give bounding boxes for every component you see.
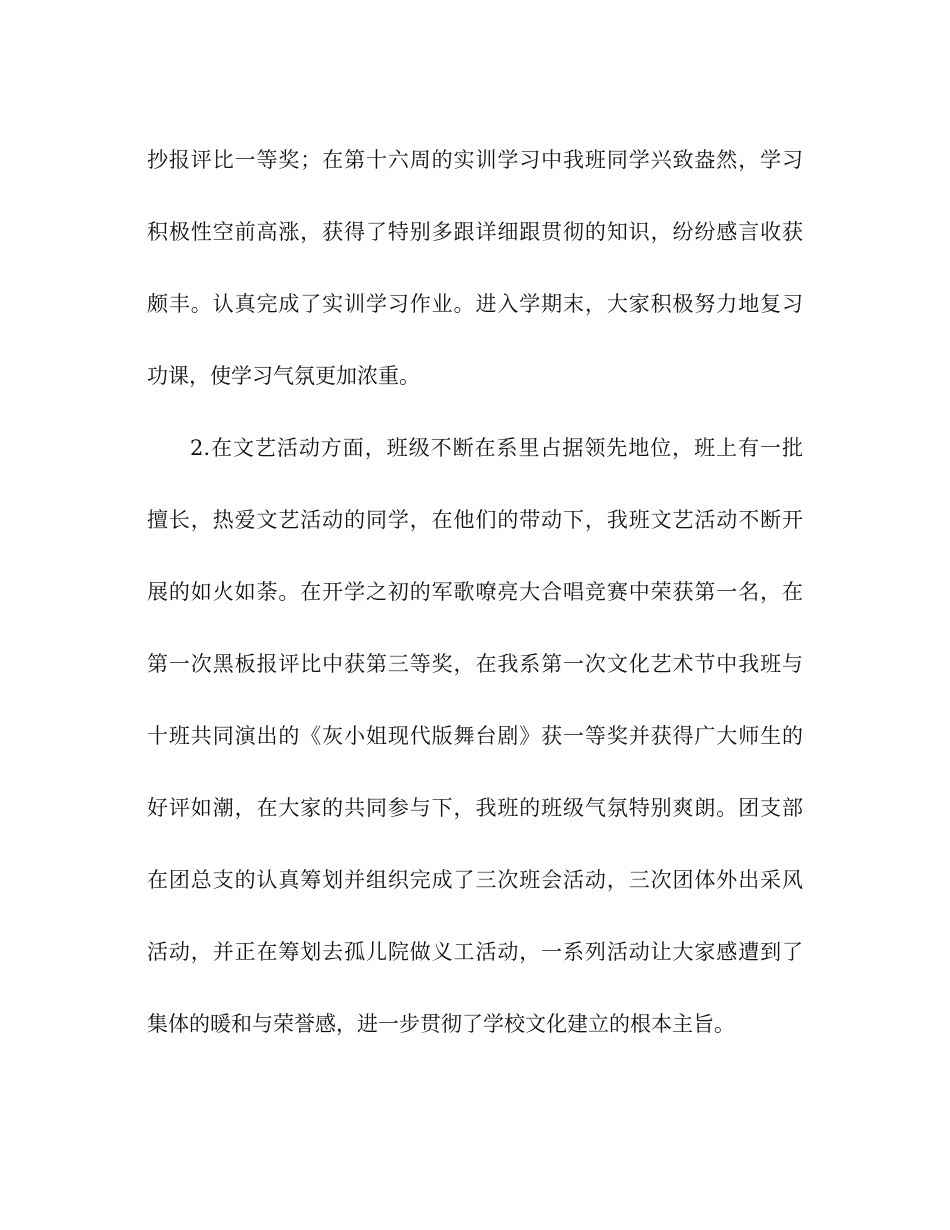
text-line-1: 抄报评比一等奖；在第十六周的实训学习中我班同学兴致盎然，学习 bbox=[147, 148, 803, 172]
text-line-10: 好评如潮，在大家的共同参与下，我班的班级气氛特别爽朗。团支部 bbox=[147, 796, 803, 820]
text-line-12: 活动，并正在筹划去孤儿院做义工活动，一系列活动让大家感遭到了 bbox=[147, 940, 803, 964]
text-line-5: 2.在文艺活动方面，班级不断在系里占据领先地位，班上有一批 bbox=[190, 436, 803, 460]
text-line-2: 积极性空前高涨，获得了特别多跟详细跟贯彻的知识，纷纷感言收获 bbox=[147, 220, 803, 244]
text-line-3: 颇丰。认真完成了实训学习作业。进入学期末，大家积极努力地复习 bbox=[147, 292, 803, 316]
text-line-11: 在团总支的认真筹划并组织完成了三次班会活动，三次团体外出采风 bbox=[147, 868, 803, 892]
text-line-7: 展的如火如荼。在开学之初的军歌嘹亮大合唱竞赛中荣获第一名，在 bbox=[147, 580, 803, 604]
text-line-9: 十班共同演出的《灰小姐现代版舞台剧》获一等奖并获得广大师生的 bbox=[147, 724, 803, 748]
text-line-13: 集体的暖和与荣誉感，进一步贯彻了学校文化建立的根本主旨。 bbox=[147, 1012, 735, 1036]
text-line-8: 第一次黑板报评比中获第三等奖，在我系第一次文化艺术节中我班与 bbox=[147, 652, 803, 676]
text-line-4: 功课，使学习气氛更加浓重。 bbox=[147, 364, 420, 388]
text-line-6: 擅长，热爱文艺活动的同学，在他们的带动下，我班文艺活动不断开 bbox=[147, 508, 803, 532]
